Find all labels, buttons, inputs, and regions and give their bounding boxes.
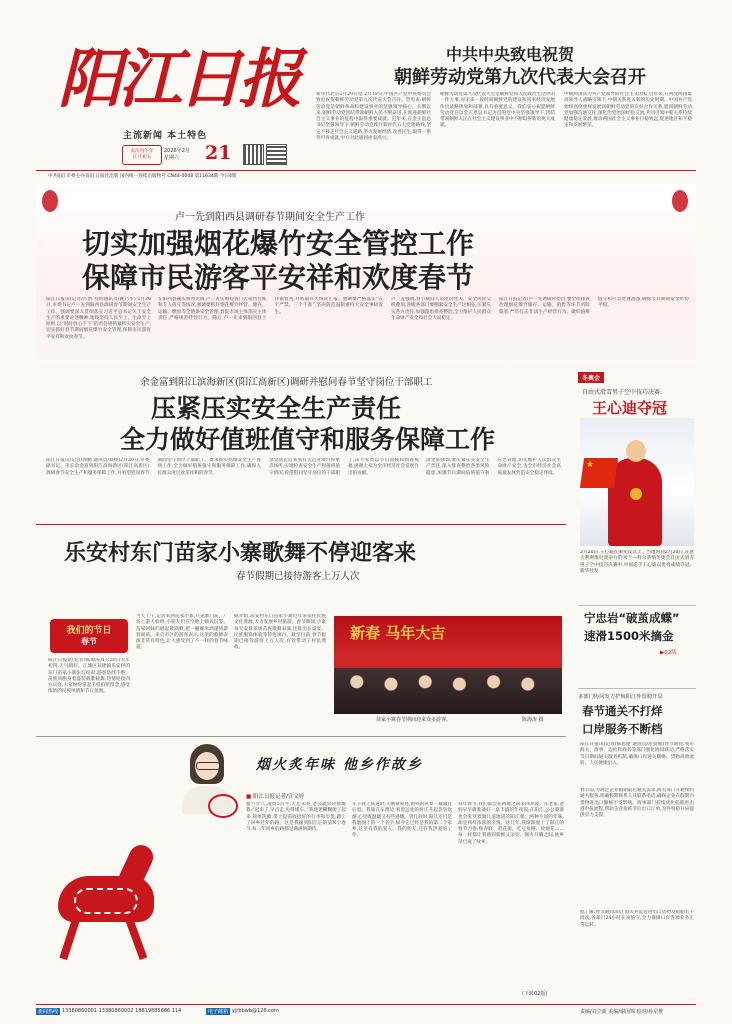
story-2-title-line1: 压紧压实安全生产责任 bbox=[151, 394, 402, 423]
story-3-photo bbox=[334, 616, 562, 714]
horse-leg bbox=[59, 916, 80, 960]
column-col2: 车子驶上高速时,天刚蒙蒙亮,窗外的风景一幕幕往后退。我靠在车窗边,看着远处的村庄升起袅袅炊烟,心里既温暖又有些感慨。曾几何时,阳江还只是我地图上的一个名字,如今它已经是我的第二个家乡,这里有我的爱人、我的朋友,还有我热爱的工作。 bbox=[352, 802, 452, 839]
customs-p3: 据了解,春节期间,阳江海关共监管进出口货物及船舶若干批次,各部门24小时在岗值守,全力保障口岸各项业务正常运转。 bbox=[580, 910, 694, 928]
lead-news-title: 朝鲜劳动党第九次代表大会召开 bbox=[394, 67, 646, 88]
side2-page-ref[interactable]: ▶02版 bbox=[660, 650, 677, 656]
festival-badge bbox=[50, 619, 128, 653]
triangle-right-icon: ▶ bbox=[660, 650, 665, 656]
square-bullet-icon: ■ bbox=[246, 794, 252, 800]
story-1-col1: 阳江日报讯(记者/许倩 特约通讯员/姚乃华) 2月20日,市委书记卢一先到阳西县调研春节期间安全生产工作。强调要深入贯彻落实习近平总书记关于安全生产的重要论述精神,始终坚持人民至上、生命至上原则,以“时时放心不下”的责任感抓紧抓实安全生产,切实抓好春节期间烟花爆竹安全管理,保障市民游客平安祥和欢度春节。 bbox=[46, 297, 151, 340]
hotline-numbers: 13380860001 13380860002 18819885666 114 bbox=[62, 1008, 182, 1014]
issue-meta: 中共阳江市委主办 阳江日报社出版 国内统一连续出版物号:CN44-0048 第11634期 今日4版 bbox=[48, 174, 237, 179]
sports-divider bbox=[578, 605, 696, 606]
story-2-col2: 余金富先后来到有关企业项目和重点场所,实地检查安全生产和值班值守情况,看望慰问坚守岗位的干部职工,向大家致以节日问候和新春祝福,感谢大家为全市经济社会发展作出的贡献。 bbox=[269, 458, 419, 476]
story-1-title-line2: 保障市民游客平安祥和欢度春节 bbox=[82, 261, 475, 294]
story-3-col2: 当天上午,记者来到苗家小寨,只见寨门前、广场上游人如织,小朋友们在空地上嬉戏玩耍。苗家阿妹们唱起敬酒歌,把一碗碗米酒递到游客面前。来自市区的游客表示,这里的歌舞表演非常有特色,让人感受到了不一样的春节味道。 bbox=[136, 614, 228, 651]
lead-news-kicker: 中共中央致电祝贺 bbox=[446, 45, 575, 64]
lunar-date-box: 农历丙午年 正月初五 bbox=[122, 145, 162, 165]
customs-p2: 春节前,为满足企业假期前后通关需求,海关部门开通预约通关服务,明确假期联系人及联系电话,确保企业在假期内货物进出口顺畅不受影响。海事部门持续优化船舶进出港申报流程,帮助企业抢抓节后出口订单,为外贸稳开局提供有力支撑。 bbox=[580, 788, 694, 819]
lantern-left bbox=[42, 190, 58, 212]
lead-news bbox=[316, 42, 696, 170]
column-continued[interactable]: (下转02版) bbox=[522, 991, 548, 997]
column-col1: 腊月廿八,凌晨5点半,天还未亮,老公就轻轻推醒我:“起来了,早点走,免得堵车。”我迷迷糊糊爬了起来,简单洗漱,带上提前收拾好的行李和年货,踏上了回乡过年的路。这是我嫁到阳江后的第N个春节,每一年回乡的路都是满满的期待。 bbox=[246, 802, 346, 833]
story-3-title: 乐安村东门苗家小寨歌舞不停迎客来 bbox=[64, 541, 417, 566]
customs-box bbox=[578, 690, 696, 1000]
photo-banner-text: 新春 马年大吉 bbox=[350, 624, 446, 642]
footer bbox=[36, 1004, 696, 1019]
story-2-col1: 阳江日报讯(记者/曲勤 通讯员/蔡杨)2月20日,市委副书记、市长余金富到阳江滨海新区(阳江高新区)调研春节安全生产和服务保障工作,并看望慰问春节期间坚守岗位干部职工。要求抓实抓细安全生产各项工作,全力做好值班值守和服务保障工作,确保人民群众度过欢乐祥和的春节。 bbox=[46, 458, 261, 476]
customs-p1: 阳江日报讯(记者/陈思捷 通讯员/范晨敏)春节期间,我市海关、海事、边检和商务等部门强化协同联动,严格落实节日期间通关服务机制,确保口岸通关顺畅、货物高效流转、人员便捷出入。 bbox=[580, 742, 694, 766]
lead-news-col3: 中朝两国同为共产党领导的社会主义国家,近年来,在两党两国最高领导人战略引领下,中朝关系进入新的历史时期。中国共产党始终高度重视发展同朝鲜劳动党的友好合作关系,愿同朝鲜劳动党加强沟通交往,深化治党治国经验交流,共同引领中朝关系持续健康稳定发展,推动两国社会主义事业行稳致远,促进地区和平稳定和发展繁荣。 bbox=[564, 92, 692, 129]
story-1-col2: 在阳西县溪头镇疍光镇,卢一先实地检查门店销售台账和专人值守等情况,强调要抓好烟花爆竹经营、储存、运输、燃放等全链条安全管理,督促市场主体落实主体责任,严格规范经营行为。随后,卢一先来到阳西县上洋镇督查,并听取有关情况汇报。强调要严格落实“五个严禁、三个不准”,坚决防范遏制重特大安全事故发生。 bbox=[158, 297, 383, 321]
story-3-col3: 据介绍,乐安村东门苗家小寨近年来依托民族文化资源,大力发展乡村旅游。春节期间,小寨每天安排多场苗族歌舞表演,还推出长桌宴、民族服饰体验等特色项目。截至目前,春节假期已接待游客上万人次,有效带动了村民增收。 bbox=[234, 614, 326, 651]
customs-title-line2: 口岸服务不断档 bbox=[582, 722, 663, 736]
side2-title-line1: 宁忠岩“破茧成蝶” bbox=[584, 611, 680, 625]
sports-tag: 冬奥会 bbox=[578, 372, 604, 383]
flag-star-icon: ★ bbox=[586, 460, 595, 470]
story-1-title-line1: 切实加强烟花爆竹安全管控工作 bbox=[82, 227, 475, 260]
horse-illustration bbox=[40, 836, 172, 976]
qr-code-icon[interactable] bbox=[243, 144, 264, 165]
column-author: ■ 阳江日报记者/宣文婷 bbox=[246, 794, 305, 800]
story-2-title-line2: 全力做好值班值守和服务保障工作 bbox=[120, 425, 496, 454]
email-label: 电子邮箱 bbox=[208, 1009, 229, 1015]
sports-box bbox=[578, 372, 696, 664]
lead-news-col1: 新华社北京2月20日电 2月19日,中国共产党中央委员会致电祝贺朝鲜劳动党第九次代表大会召开。贺电说:朝鲜劳动党是朝鲜革命和建设事业的坚强领导核心。长期以来,朝鲜劳动党团结带领朝鲜人民不断奋进,在推进朝鲜社会主义事业的征程中取得重要成就。近年来,在金正恩总书记坚强领导下,朝鲜劳动党践行新时代五大党建路线,坚定不移走社会主义道路,努力发展经济,改善民生,取得一系列可喜成就,中方对此感到由衷高兴。 bbox=[316, 92, 431, 142]
sports-photo bbox=[580, 418, 694, 546]
story-1-kicker: 卢一先到阳西县调研春节期间安全生产工作 bbox=[175, 212, 365, 223]
story-3-top-rule bbox=[36, 524, 566, 525]
glasses-icon bbox=[196, 762, 220, 770]
story-3-col1: 阳江日报讯(记者/陈海涛)1月20日大年初四,天气晴好。江城区双捷镇乐安村的东门苗家小寨张灯结彩,游客络绎不绝。苗族同胞身着盛装载歌载舞,热情迎接四方宾客,大家纷纷拿起手机拍照留念,感受浓浓的民族风情和节日氛围。 bbox=[48, 658, 130, 695]
horse-leg bbox=[125, 916, 148, 960]
customs-kicker: 多部门协同发力护航阳江外贸稳开局 bbox=[578, 694, 663, 700]
qr-code-icon[interactable] bbox=[266, 144, 287, 165]
performers bbox=[334, 668, 562, 714]
author-portrait bbox=[176, 742, 238, 816]
editor-credits: 责编/刘立新 美编/谢国锦 校对/孙星维 bbox=[580, 1009, 664, 1015]
column-title: 烟火炙年味 他乡作故乡 bbox=[256, 757, 423, 773]
sports-caption: 2月20日,王心迪在颁奖仪式上。当地时间2月20日,在意大利利维尼奥举行的米兰—科尔蒂纳冬奥会自由式滑雪男子空中技巧决赛中,中国选手王心迪以优秀成绩夺冠。 新华社发 bbox=[580, 550, 694, 574]
story-3-credit: 陈海涛 摄 bbox=[522, 717, 544, 723]
email-address[interactable]: yjrbbwb@126.com bbox=[232, 1008, 279, 1014]
seal-stamp bbox=[208, 794, 238, 818]
lantern-right bbox=[672, 190, 688, 212]
story-3-caption: 苗家小寨春节期间迎来众多游客。 bbox=[376, 717, 452, 723]
story-3-subtitle: 春节假期已接待游客上万人次 bbox=[236, 571, 360, 582]
date-line: 2026年2月 星期六 bbox=[164, 148, 190, 161]
festival-badge-bottom: 春节 bbox=[81, 637, 97, 646]
masthead-rule bbox=[36, 170, 696, 171]
story-2 bbox=[36, 372, 566, 522]
horse-pattern bbox=[74, 888, 138, 914]
sports-kicker: 自由式滑雪男子空中技巧决赛: bbox=[582, 389, 663, 396]
story-3 bbox=[36, 524, 566, 734]
column-feature bbox=[36, 736, 566, 1002]
day-number: 21 bbox=[205, 142, 232, 164]
story-1 bbox=[36, 184, 696, 372]
lead-news-col2: 朝鲜劳动党第九次代表大会是朝鲜党和人民政治生活中的一件大事,对未来一段时间朝鲜党的建设和国家经济发展作出战略规划和部署,具有重要意义。我们衷心祝愿朝鲜劳动党在以金正恩总书记为首的党中央坚强领导下,团结带领朝鲜人民在社会主义建设事业中不断取得新的更大成就。 bbox=[440, 92, 555, 129]
hotline-label: 新闻热线 bbox=[38, 1009, 59, 1015]
story-1-col4: 阳江日报记者/卢一先调研时指出,要全面排查治理烟花爆竹储存、运输、销售等环节风险隐患,严厉打击非法生产经营行为。做好值班值守和应急处置准备,确保节日期间安全形势平稳。 bbox=[499, 297, 689, 315]
medal-icon bbox=[630, 488, 642, 500]
festival-badge-top: 我们的节日 bbox=[66, 626, 112, 636]
story-1-col3: 卢一先强调,春节期间人员流动性大、安全风险交织叠加,各级各部门要绷紧安全生产这根弦,压紧压实各方责任,加强隐患排查整治,全力维护人民群众生命财产安全和社会大局稳定。 bbox=[391, 297, 491, 321]
column-col3: 每年春节,我们都会在两地之间来回奔波。在老家,爸妈早早就准备好一桌丰盛的年夜饭;在阳江,公公婆婆也会张罗着做几道地道的阳江菜。两种不同的年味,却是同样浓浓的亲情。这几年,我渐渐爱上了阳江的春节习俗:贴春联、逛花街、吃豆角糍、放烟花……每一样都让我感到新鲜又亲切。烟火升腾之间,他乡早已成了故乡。 bbox=[458, 802, 564, 845]
column-top-rule bbox=[36, 736, 566, 737]
story-2-kicker: 余金富到阳江滨海新区(阳江高新区)调研并慰问春节坚守岗位干部职工 bbox=[140, 377, 433, 388]
story-2-col3: 余金富强调,要压紧压实安全生产责任,深入排查整治各类风险隐患,加强节日期间值班值守和应急管理,切实维护人民群众生命财产安全,为全市经济社会高质量发展营造安全稳定环境。 bbox=[426, 458, 561, 476]
customs-top-rule bbox=[578, 688, 696, 689]
logo: 阳江日报 bbox=[58, 42, 298, 117]
sports-title: 王心迪夺冠 bbox=[592, 399, 668, 417]
side2-title-line2: 速滑1500米摘金 bbox=[584, 629, 674, 643]
customs-title-line1: 春节通关不打烊 bbox=[582, 704, 663, 718]
slogan: 主流新闻 本土特色 bbox=[123, 131, 208, 141]
athlete-head bbox=[626, 440, 646, 462]
